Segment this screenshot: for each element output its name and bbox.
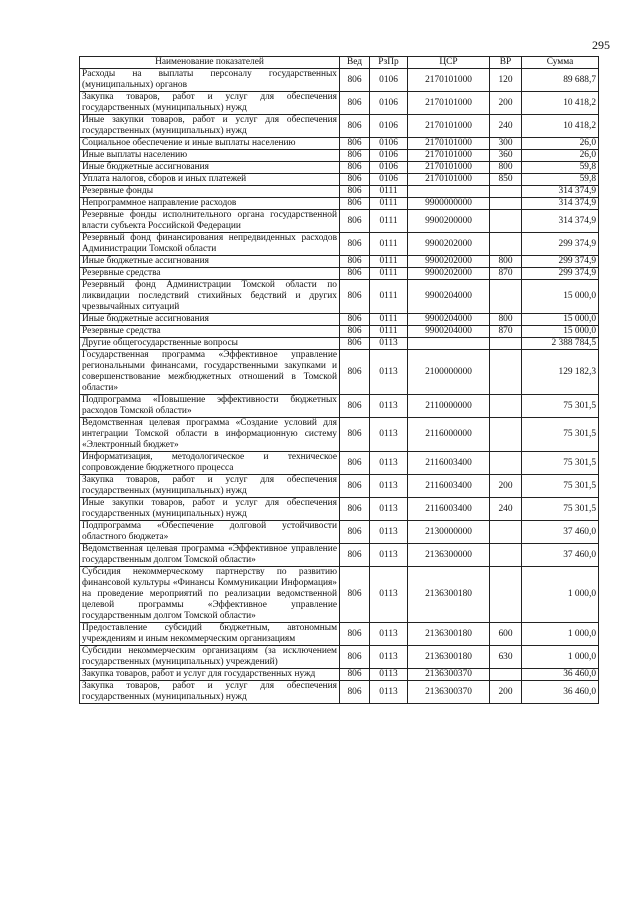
cell-rzpr: 0113 bbox=[370, 452, 408, 475]
cell-name: Предоставление субсидий бюджетным, автономным учреждениям и иным некоммерческим организациям bbox=[80, 623, 340, 646]
cell-rzpr: 0111 bbox=[370, 186, 408, 198]
cell-vr bbox=[490, 198, 522, 210]
cell-rzpr: 0111 bbox=[370, 233, 408, 256]
cell-name: Иные бюджетные ассигнования bbox=[80, 162, 340, 174]
cell-csr: 9900202000 bbox=[408, 256, 490, 268]
cell-vr bbox=[490, 521, 522, 544]
cell-sum: 1 000,0 bbox=[522, 646, 599, 669]
cell-ved: 806 bbox=[340, 521, 370, 544]
cell-ved: 806 bbox=[340, 567, 370, 623]
cell-ved: 806 bbox=[340, 256, 370, 268]
table-row bbox=[80, 681, 599, 704]
cell-vr bbox=[490, 186, 522, 198]
cell-name: Информатизация, методологическое и техническое сопровождение бюджетного процесса bbox=[80, 452, 340, 475]
cell-rzpr: 0111 bbox=[370, 198, 408, 210]
cell-vr bbox=[490, 452, 522, 475]
cell-sum: 37 460,0 bbox=[522, 521, 599, 544]
cell-name: Резервные фонды bbox=[80, 186, 340, 198]
cell-rzpr: 0111 bbox=[370, 326, 408, 338]
table-row bbox=[80, 233, 599, 256]
cell-csr: 2116000000 bbox=[408, 418, 490, 452]
cell-name: Социальное обеспечение и иные выплаты населению bbox=[80, 138, 340, 150]
cell-csr: 9900202000 bbox=[408, 268, 490, 280]
cell-name: Резервный фонд финансирования непредвиденных расходов Администрации Томской области bbox=[80, 233, 340, 256]
cell-name: Уплата налогов, сборов и иных платежей bbox=[80, 174, 340, 186]
cell-csr: 9900000000 bbox=[408, 198, 490, 210]
table-row bbox=[80, 280, 599, 314]
cell-ved: 806 bbox=[340, 544, 370, 567]
cell-ved: 806 bbox=[340, 452, 370, 475]
cell-ved: 806 bbox=[340, 326, 370, 338]
cell-vr bbox=[490, 338, 522, 350]
cell-sum: 1 000,0 bbox=[522, 623, 599, 646]
budget-table bbox=[79, 56, 599, 704]
cell-ved: 806 bbox=[340, 418, 370, 452]
cell-sum: 15 000,0 bbox=[522, 326, 599, 338]
cell-sum: 75 301,5 bbox=[522, 395, 599, 418]
table-header-row bbox=[80, 57, 599, 69]
cell-rzpr: 0113 bbox=[370, 498, 408, 521]
cell-name: Государственная программа «Эффективное управление региональными финансами, государственными закупками и совершенствование межбюджетных отношений в Томской области» bbox=[80, 350, 340, 395]
cell-rzpr: 0113 bbox=[370, 681, 408, 704]
cell-rzpr: 0106 bbox=[370, 138, 408, 150]
cell-csr: 2136300370 bbox=[408, 681, 490, 704]
cell-vr bbox=[490, 280, 522, 314]
cell-ved: 806 bbox=[340, 210, 370, 233]
table-row bbox=[80, 521, 599, 544]
cell-name: Резервные средства bbox=[80, 326, 340, 338]
cell-csr: 2170101000 bbox=[408, 92, 490, 115]
table-row bbox=[80, 669, 599, 681]
table-row bbox=[80, 186, 599, 198]
cell-rzpr: 0106 bbox=[370, 69, 408, 92]
cell-ved: 806 bbox=[340, 69, 370, 92]
cell-sum: 36 460,0 bbox=[522, 681, 599, 704]
header-sum: Сумма bbox=[522, 57, 599, 69]
header-vr: ВР bbox=[490, 57, 522, 69]
cell-csr: 2136300180 bbox=[408, 623, 490, 646]
cell-sum: 1 000,0 bbox=[522, 567, 599, 623]
cell-ved: 806 bbox=[340, 395, 370, 418]
cell-rzpr: 0106 bbox=[370, 174, 408, 186]
cell-rzpr: 0113 bbox=[370, 623, 408, 646]
cell-rzpr: 0111 bbox=[370, 280, 408, 314]
cell-name: Иные бюджетные ассигнования bbox=[80, 314, 340, 326]
cell-ved: 806 bbox=[340, 350, 370, 395]
cell-rzpr: 0106 bbox=[370, 150, 408, 162]
header-name: Наименование показателей bbox=[80, 57, 340, 69]
cell-vr: 240 bbox=[490, 115, 522, 138]
table-row bbox=[80, 544, 599, 567]
cell-vr bbox=[490, 669, 522, 681]
cell-name: Закупка товаров, работ и услуг для обеспечения государственных (муниципальных) нужд bbox=[80, 681, 340, 704]
table-row bbox=[80, 418, 599, 452]
cell-ved: 806 bbox=[340, 280, 370, 314]
cell-name: Иные закупки товаров, работ и услуг для обеспечения государственных (муниципальных) нужд bbox=[80, 498, 340, 521]
table-row bbox=[80, 69, 599, 92]
cell-vr: 200 bbox=[490, 681, 522, 704]
table-row bbox=[80, 268, 599, 280]
cell-name: Резервные средства bbox=[80, 268, 340, 280]
cell-ved: 806 bbox=[340, 669, 370, 681]
cell-sum: 59,8 bbox=[522, 162, 599, 174]
cell-vr: 240 bbox=[490, 498, 522, 521]
cell-ved: 806 bbox=[340, 314, 370, 326]
cell-rzpr: 0106 bbox=[370, 92, 408, 115]
cell-sum: 15 000,0 bbox=[522, 314, 599, 326]
cell-rzpr: 0113 bbox=[370, 521, 408, 544]
cell-sum: 314 374,9 bbox=[522, 198, 599, 210]
cell-rzpr: 0111 bbox=[370, 268, 408, 280]
cell-sum: 75 301,5 bbox=[522, 498, 599, 521]
cell-name: Закупка товаров, работ и услуг для обеспечения государственных (муниципальных) нужд bbox=[80, 475, 340, 498]
cell-csr: 9900204000 bbox=[408, 326, 490, 338]
cell-name: Иные выплаты населению bbox=[80, 150, 340, 162]
table-row bbox=[80, 350, 599, 395]
cell-csr: 2136300000 bbox=[408, 544, 490, 567]
cell-vr: 870 bbox=[490, 326, 522, 338]
cell-rzpr: 0113 bbox=[370, 544, 408, 567]
cell-csr: 2116003400 bbox=[408, 452, 490, 475]
cell-csr: 2170101000 bbox=[408, 150, 490, 162]
cell-csr: 9900200000 bbox=[408, 210, 490, 233]
cell-ved: 806 bbox=[340, 646, 370, 669]
page-number: 295 bbox=[592, 38, 610, 52]
table-row bbox=[80, 210, 599, 233]
cell-name: Другие общегосударственные вопросы bbox=[80, 338, 340, 350]
cell-sum: 299 374,9 bbox=[522, 268, 599, 280]
cell-sum: 129 182,3 bbox=[522, 350, 599, 395]
cell-name: Резервный фонд Администрации Томской области по ликвидации последствий стихийных бедствий и других чрезвычайных ситуаций bbox=[80, 280, 340, 314]
cell-ved: 806 bbox=[340, 162, 370, 174]
cell-name: Подпрограмма «Повышение эффективности бюджетных расходов Томской области» bbox=[80, 395, 340, 418]
cell-sum: 314 374,9 bbox=[522, 210, 599, 233]
cell-ved: 806 bbox=[340, 623, 370, 646]
cell-ved: 806 bbox=[340, 138, 370, 150]
cell-name: Подпрограмма «Обеспечение долговой устойчивости областного бюджета» bbox=[80, 521, 340, 544]
table-row bbox=[80, 395, 599, 418]
cell-csr: 2170101000 bbox=[408, 115, 490, 138]
cell-vr bbox=[490, 544, 522, 567]
cell-vr: 300 bbox=[490, 138, 522, 150]
cell-sum: 75 301,5 bbox=[522, 452, 599, 475]
cell-sum: 10 418,2 bbox=[522, 115, 599, 138]
cell-sum: 26,0 bbox=[522, 150, 599, 162]
cell-name: Расходы на выплаты персоналу государственных (муниципальных) органов bbox=[80, 69, 340, 92]
cell-name: Непрограммное направление расходов bbox=[80, 198, 340, 210]
table-row bbox=[80, 623, 599, 646]
cell-vr: 870 bbox=[490, 268, 522, 280]
cell-vr bbox=[490, 567, 522, 623]
cell-vr: 630 bbox=[490, 646, 522, 669]
table-row bbox=[80, 498, 599, 521]
cell-name: Ведомственная целевая программа «Эффективное управление государственным долгом Томской области» bbox=[80, 544, 340, 567]
header-ved: Вед bbox=[340, 57, 370, 69]
cell-ved: 806 bbox=[340, 233, 370, 256]
cell-vr: 800 bbox=[490, 256, 522, 268]
cell-vr: 120 bbox=[490, 69, 522, 92]
table-row bbox=[80, 452, 599, 475]
cell-csr: 2170101000 bbox=[408, 162, 490, 174]
table-row bbox=[80, 646, 599, 669]
cell-vr: 800 bbox=[490, 162, 522, 174]
table-row bbox=[80, 475, 599, 498]
cell-sum: 299 374,9 bbox=[522, 256, 599, 268]
cell-sum: 75 301,5 bbox=[522, 475, 599, 498]
cell-name: Субсидия некоммерческому партнерству по развитию финансовой культуры «Финансы Коммуникации Информация» на проведение мероприятий по реализации ведомственной целевой программы «Эффективное управление государственным долгом Томской области» bbox=[80, 567, 340, 623]
cell-vr: 360 bbox=[490, 150, 522, 162]
cell-rzpr: 0111 bbox=[370, 210, 408, 233]
cell-rzpr: 0113 bbox=[370, 567, 408, 623]
cell-name: Закупка товаров, работ и услуг для обеспечения государственных (муниципальных) нужд bbox=[80, 92, 340, 115]
table-row bbox=[80, 92, 599, 115]
table-row bbox=[80, 326, 599, 338]
cell-ved: 806 bbox=[340, 92, 370, 115]
cell-rzpr: 0113 bbox=[370, 338, 408, 350]
cell-sum: 75 301,5 bbox=[522, 418, 599, 452]
cell-rzpr: 0113 bbox=[370, 395, 408, 418]
cell-csr: 2130000000 bbox=[408, 521, 490, 544]
cell-csr: 9900204000 bbox=[408, 280, 490, 314]
header-csr: ЦСР bbox=[408, 57, 490, 69]
cell-vr bbox=[490, 418, 522, 452]
cell-name: Резервные фонды исполнительного органа государственной власти субъекта Российской Федерации bbox=[80, 210, 340, 233]
cell-csr: 2100000000 bbox=[408, 350, 490, 395]
table-row bbox=[80, 115, 599, 138]
table-row bbox=[80, 314, 599, 326]
cell-vr: 200 bbox=[490, 92, 522, 115]
table-row bbox=[80, 138, 599, 150]
table-row bbox=[80, 150, 599, 162]
cell-ved: 806 bbox=[340, 475, 370, 498]
cell-rzpr: 0111 bbox=[370, 314, 408, 326]
cell-csr: 2170101000 bbox=[408, 174, 490, 186]
cell-vr: 800 bbox=[490, 314, 522, 326]
cell-rzpr: 0113 bbox=[370, 669, 408, 681]
cell-csr: 2116003400 bbox=[408, 475, 490, 498]
cell-ved: 806 bbox=[340, 115, 370, 138]
table-row bbox=[80, 567, 599, 623]
cell-vr: 850 bbox=[490, 174, 522, 186]
cell-rzpr: 0111 bbox=[370, 256, 408, 268]
cell-csr: 2136300180 bbox=[408, 567, 490, 623]
cell-vr bbox=[490, 210, 522, 233]
cell-rzpr: 0113 bbox=[370, 646, 408, 669]
header-rzpr: РзПр bbox=[370, 57, 408, 69]
cell-ved: 806 bbox=[340, 174, 370, 186]
cell-ved: 806 bbox=[340, 198, 370, 210]
cell-csr bbox=[408, 338, 490, 350]
cell-csr: 9900202000 bbox=[408, 233, 490, 256]
cell-csr: 2136300370 bbox=[408, 669, 490, 681]
cell-sum: 2 388 784,5 bbox=[522, 338, 599, 350]
cell-vr: 200 bbox=[490, 475, 522, 498]
cell-ved: 806 bbox=[340, 338, 370, 350]
cell-csr: 2116003400 bbox=[408, 498, 490, 521]
table-row bbox=[80, 256, 599, 268]
cell-name: Закупка товаров, работ и услуг для государственных нужд bbox=[80, 669, 340, 681]
cell-rzpr: 0106 bbox=[370, 162, 408, 174]
cell-ved: 806 bbox=[340, 681, 370, 704]
table-row bbox=[80, 174, 599, 186]
cell-sum: 10 418,2 bbox=[522, 92, 599, 115]
cell-ved: 806 bbox=[340, 498, 370, 521]
cell-ved: 806 bbox=[340, 186, 370, 198]
cell-csr: 9900204000 bbox=[408, 314, 490, 326]
cell-csr: 2170101000 bbox=[408, 138, 490, 150]
cell-sum: 15 000,0 bbox=[522, 280, 599, 314]
cell-sum: 26,0 bbox=[522, 138, 599, 150]
cell-ved: 806 bbox=[340, 268, 370, 280]
cell-name: Ведомственная целевая программа «Создание условий для интеграции Томской области в информационную систему «Электронный бюджет» bbox=[80, 418, 340, 452]
table-row bbox=[80, 198, 599, 210]
cell-vr bbox=[490, 233, 522, 256]
cell-sum: 89 688,7 bbox=[522, 69, 599, 92]
table-body bbox=[80, 69, 599, 704]
cell-sum: 36 460,0 bbox=[522, 669, 599, 681]
cell-csr: 2110000000 bbox=[408, 395, 490, 418]
cell-csr bbox=[408, 186, 490, 198]
cell-name: Иные бюджетные ассигнования bbox=[80, 256, 340, 268]
cell-sum: 299 374,9 bbox=[522, 233, 599, 256]
cell-csr: 2170101000 bbox=[408, 69, 490, 92]
cell-rzpr: 0106 bbox=[370, 115, 408, 138]
cell-rzpr: 0113 bbox=[370, 350, 408, 395]
cell-vr bbox=[490, 395, 522, 418]
table-row bbox=[80, 338, 599, 350]
cell-sum: 314 374,9 bbox=[522, 186, 599, 198]
table-row bbox=[80, 162, 599, 174]
cell-sum: 59,8 bbox=[522, 174, 599, 186]
cell-rzpr: 0113 bbox=[370, 475, 408, 498]
cell-name: Иные закупки товаров, работ и услуг для обеспечения государственных (муниципальных) нужд bbox=[80, 115, 340, 138]
cell-vr: 600 bbox=[490, 623, 522, 646]
cell-ved: 806 bbox=[340, 150, 370, 162]
cell-name: Субсидии некоммерческим организациям (за исключением государственных (муниципальных) учреждений) bbox=[80, 646, 340, 669]
cell-sum: 37 460,0 bbox=[522, 544, 599, 567]
cell-rzpr: 0113 bbox=[370, 418, 408, 452]
cell-vr bbox=[490, 350, 522, 395]
cell-csr: 2136300180 bbox=[408, 646, 490, 669]
